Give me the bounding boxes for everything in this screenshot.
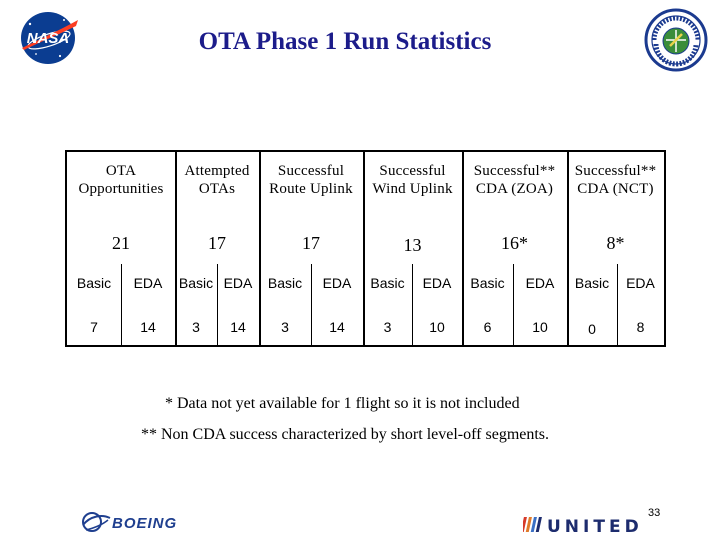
value-basic: 6 <box>483 319 492 335</box>
nasa-logo-text: NASA <box>26 30 70 47</box>
total-attempted-otas: 17 <box>208 232 226 253</box>
sub-label-eda: EDA <box>422 275 452 291</box>
sub-label-eda: EDA <box>133 275 163 291</box>
sub-label-eda: EDA <box>223 275 253 291</box>
header-successful-cda-zoa: Successful** CDA (ZOA) <box>473 163 556 197</box>
footnote-data-unavailable: * Data not yet available for 1 flight so it is not included <box>165 395 520 412</box>
value-eda: 10 <box>429 319 445 335</box>
value-eda: 14 <box>230 319 246 335</box>
ota-statistics-table <box>65 150 666 347</box>
sub-label-eda: EDA <box>626 275 655 291</box>
sub-label-basic: Basic <box>574 275 610 291</box>
value-basic: 3 <box>383 319 392 335</box>
total-cda-zoa: 16* <box>501 232 528 253</box>
value-eda: 8 <box>636 319 645 335</box>
united-logo-text: UNITED <box>547 517 643 536</box>
value-basic: 3 <box>192 319 200 335</box>
total-wind-uplink: 13 <box>403 234 422 255</box>
sub-label-basic: Basic <box>76 275 112 291</box>
header-attempted-otas: Attempted OTAs <box>184 163 250 197</box>
header-successful-cda-nct: Successful** CDA (NCT) <box>574 163 657 197</box>
united-logo <box>523 512 648 536</box>
value-basic: 0 <box>588 321 596 337</box>
total-route-uplink: 17 <box>302 232 320 253</box>
value-eda: 10 <box>532 319 548 335</box>
sub-label-eda: EDA <box>525 275 555 291</box>
footnote-non-cda-success: ** Non CDA success characterized by short level-off segments. <box>141 426 550 443</box>
sub-label-eda: EDA <box>322 275 352 291</box>
value-eda: 14 <box>329 319 345 335</box>
total-ota-opportunities: 21 <box>112 232 130 253</box>
page-number: 33 <box>648 507 661 519</box>
value-eda: 14 <box>140 319 156 335</box>
sub-label-basic: Basic <box>370 275 405 291</box>
value-basic: 3 <box>281 319 289 335</box>
total-cda-nct: 8* <box>606 232 625 253</box>
boeing-logo <box>80 508 215 536</box>
header-successful-wind-uplink: Successful Wind Uplink <box>372 163 453 197</box>
value-basic: 7 <box>90 319 98 335</box>
page-title: OTA Phase 1 Run Statistics <box>198 28 492 55</box>
sub-label-basic: Basic <box>267 275 303 291</box>
sub-label-basic: Basic <box>470 275 505 291</box>
header-ota-opportunities: OTA Opportunities <box>78 163 164 197</box>
sub-label-basic: Basic <box>178 275 214 291</box>
header-successful-route-uplink: Successful Route Uplink <box>269 163 353 197</box>
boeing-logo-text: BOEING <box>112 515 178 532</box>
